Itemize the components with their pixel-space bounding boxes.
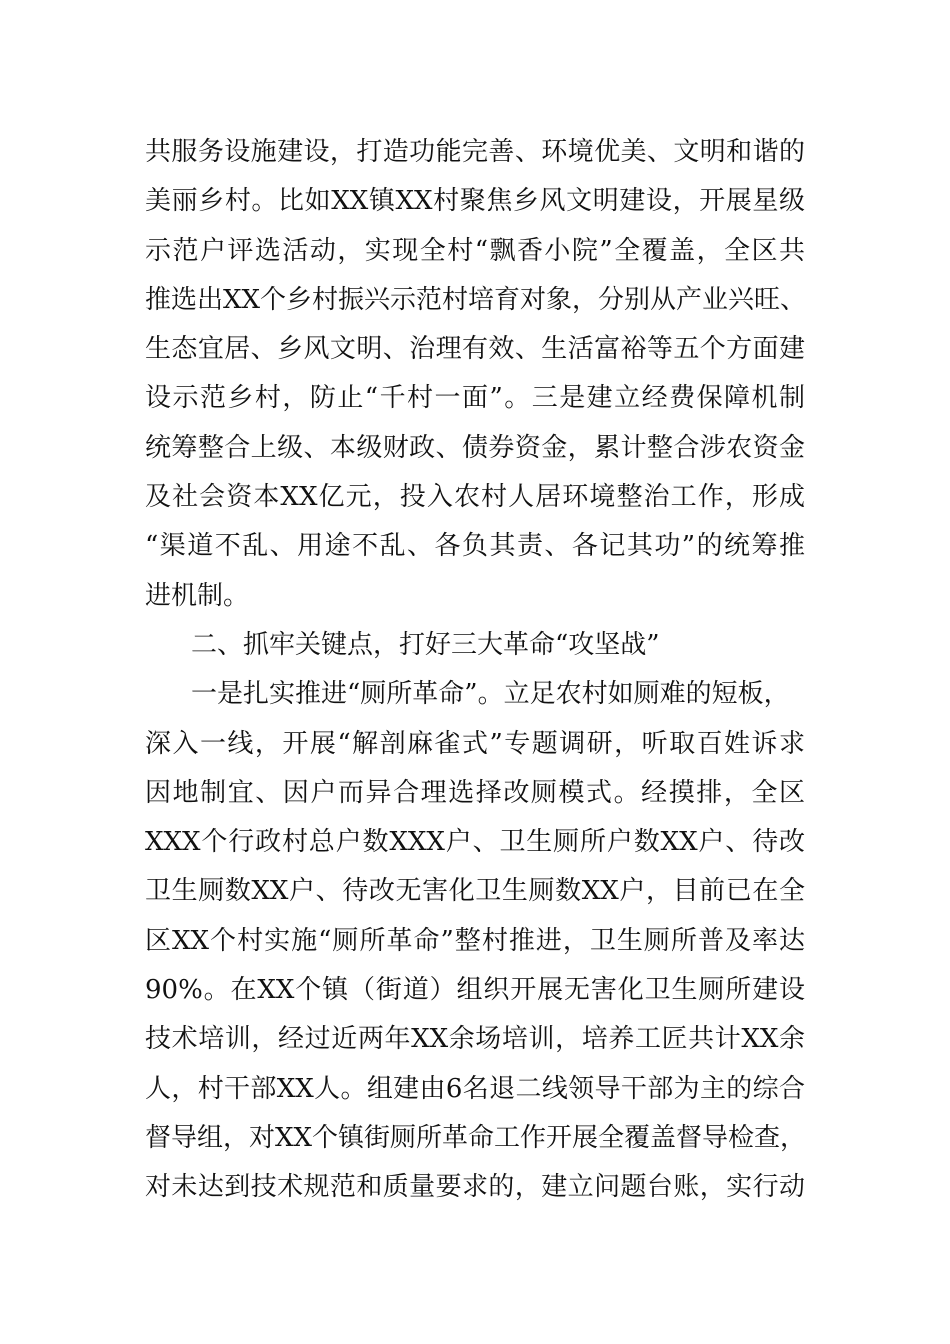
text-line: 督导组，对XX个镇街厕所革命工作开展全覆盖督导检查， (145, 1122, 807, 1153)
text-line: 深入一线，开展“解剖麻雀式”专题调研，听取百姓诉求 (145, 728, 805, 759)
text-line: 对未达到技术规范和质量要求的，建立问题台账，实行动 (145, 1172, 805, 1203)
text-line: 统筹整合上级、本级财政、债券资金，累计整合涉农资金 (145, 432, 805, 463)
text-line: 共服务设施建设，打造功能完善、环境优美、文明和谐的 (145, 137, 805, 167)
document-body (145, 128, 805, 1213)
text-line: 技术培训，经过近两年XX余场培训，培养工匠共计XX余 (145, 1024, 805, 1055)
text-line: 推选出XX个乡村振兴示范村培育对象，分别从产业兴旺、 (145, 284, 807, 315)
text-line: 90%。在XX个镇（街道）组织开展无害化卫生厕所建设 (145, 975, 805, 1006)
text-line-last: 进机制。 (145, 580, 250, 611)
text-line: 卫生厕数XX户、待改无害化卫生厕数XX户，目前已在全 (145, 876, 805, 907)
text-line: 生态宜居、乡风文明、治理有效、生活富裕等五个方面建 (145, 334, 805, 365)
text-line: 示范户评选活动，实现全村“飘香小院”全覆盖，全区共 (145, 235, 805, 266)
text-line: 及社会资本XX亿元，投入农村人居环境整治工作，形成 (145, 482, 805, 513)
text-line: 美丽乡村。比如XX镇XX村聚焦乡风文明建设，开展星级 (145, 186, 805, 217)
text-line: 设示范乡村，防止“千村一面”。三是建立经费保障机制 (145, 383, 805, 414)
text-line: 区XX个村实施“厕所革命”整村推进，卫生厕所普及率达 (145, 925, 805, 956)
text-line: 因地制宜、因户而异合理选择改厕模式。经摸排，全区 (145, 777, 805, 808)
text-line: 人，村干部XX人。组建由6名退二线领导干部为主的综合 (145, 1073, 805, 1104)
text-line: XXX个行政村总户数XXX户、卫生厕所户数XX户、待改 (145, 827, 805, 858)
section-heading: 二、抓牢关键点，打好三大革命“攻坚战” (191, 629, 660, 660)
paragraph-first-line: 一是扎实推进“厕所革命”。立足农村如厕难的短板， (191, 679, 790, 710)
text-line: “渠道不乱、用途不乱、各负其责、各记其功”的统筹推 (145, 531, 805, 562)
